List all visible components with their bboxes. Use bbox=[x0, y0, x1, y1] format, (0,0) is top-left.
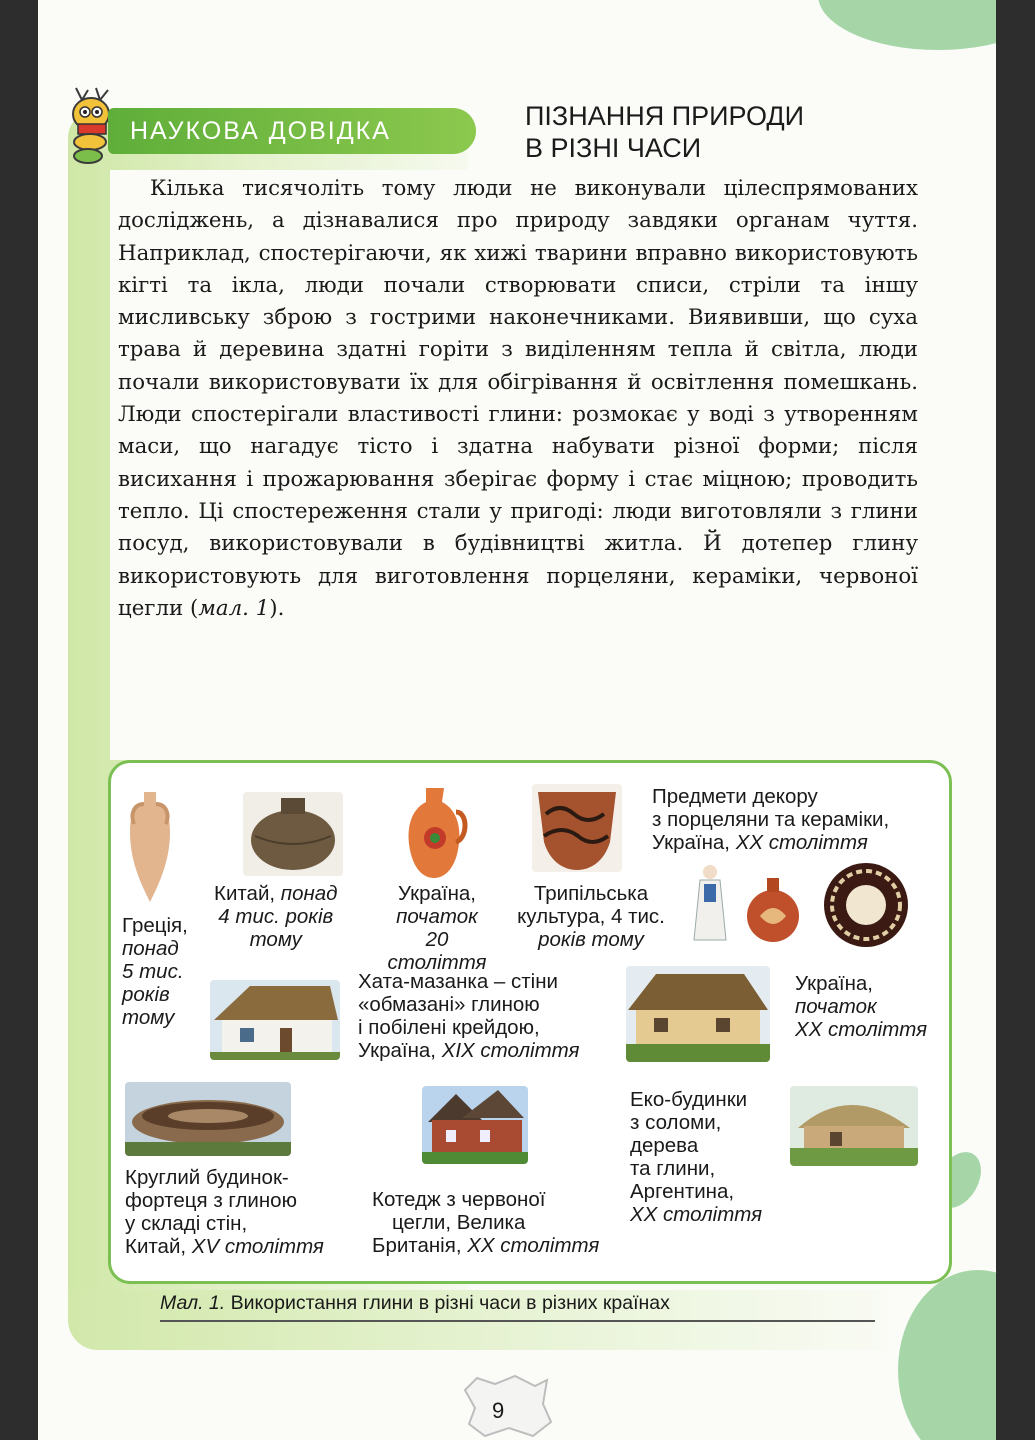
eco-line-3: дерева bbox=[630, 1134, 699, 1157]
label-greece bbox=[122, 914, 188, 1029]
topic-line-1: ПІЗНАННЯ ПРИРОДИ bbox=[525, 101, 805, 131]
ukraine-house-image bbox=[626, 966, 770, 1062]
eco-line-4: та глини, bbox=[630, 1157, 716, 1180]
tulou-line-2: фортеця з глиною bbox=[125, 1189, 297, 1212]
trypillia-line-3: років тому bbox=[538, 928, 644, 951]
hut-line-2: «обмазані» глиною bbox=[358, 993, 540, 1016]
paragraph-text: Кілька тисячоліть тому люди не виконували цілеспрямованих досліджень, а дізнавалися про природу завдяки органам чуття. Наприклад, спостерігаючи, як хижі тварини вправно використовують кігті та ікла, люди почали створювати списи, стріли та іншу мисливську зброю з гострими наконечниками. Виявивши, що суха трава й деревина здатні горіти з виділенням тепла й світла, люди почали використовувати їх для обігрівання й освітлення помешкань. Люди спостерігали властивості глини: розмокає у воді з утворенням маси, що нагадує тісто і здатна набувати різної форми; після висихання і прожарювання зберігає форму і стає міцною; проводить тепло. Ці спостереження стали у пригоді: люди виготовляли з глини посуд, використовували в будівництві житла. Й дотепер глину використовують для виготовлення порцеляни, кераміки, червоної цегли ( bbox=[118, 176, 918, 621]
hut-line-1: Хата-мазанка – стіни bbox=[358, 970, 558, 993]
greece-line-1: Греція, bbox=[122, 914, 188, 937]
label-decor bbox=[652, 785, 889, 854]
cottage-line-3a: Британія, bbox=[372, 1234, 468, 1257]
eco-house-image bbox=[790, 1086, 918, 1166]
tulou-image bbox=[125, 1082, 291, 1156]
topic-line-2: В РІЗНІ ЧАСИ bbox=[525, 133, 702, 163]
china-pot-line-3: тому bbox=[249, 928, 302, 951]
ukraine-house-line-1: Україна, bbox=[795, 972, 873, 995]
ukraine-jug-line-1: Україна, bbox=[398, 882, 476, 905]
tulou-line-1: Круглий будинок- bbox=[125, 1166, 289, 1189]
figure-caption bbox=[160, 1292, 670, 1315]
label-hut bbox=[358, 970, 579, 1062]
tulou-line-4b: XV століття bbox=[191, 1235, 324, 1258]
hut-line-4b: XIX століття bbox=[441, 1039, 580, 1062]
eco-line-2: з соломи, bbox=[630, 1111, 722, 1134]
ukraine-house-line-3: XX століття bbox=[795, 1018, 928, 1041]
trypillia-line-2: культура, 4 тис. bbox=[517, 905, 665, 928]
page-number-paper-icon bbox=[455, 1370, 555, 1440]
decor-line-3a: Україна, bbox=[652, 831, 736, 854]
cottage-line-3b: XX століття bbox=[467, 1234, 600, 1257]
section-topic bbox=[525, 100, 804, 164]
page-number: 9 bbox=[492, 1398, 505, 1423]
label-cottage bbox=[372, 1188, 599, 1257]
decor-line-3b: XX століття bbox=[735, 831, 868, 854]
paragraph-end: ). bbox=[269, 595, 285, 621]
greece-line-3: 5 тис. bbox=[122, 960, 184, 983]
china-pot-image bbox=[243, 792, 343, 876]
label-tulou bbox=[125, 1166, 324, 1258]
china-pot-line-1b: понад bbox=[280, 882, 338, 905]
ukraine-jug-line-3: 20 століття bbox=[387, 928, 487, 974]
decor-line-2: з порцеляни та кераміки, bbox=[652, 808, 890, 831]
label-ukraine-house bbox=[795, 972, 927, 1041]
decor-flask-image bbox=[740, 874, 806, 946]
science-note-badge bbox=[108, 108, 476, 154]
label-eco bbox=[630, 1088, 762, 1226]
greece-line-4: років bbox=[122, 983, 170, 1006]
caption-text: Використання глини в різні часи в різних країнах bbox=[225, 1292, 670, 1314]
hut-image bbox=[210, 980, 340, 1060]
caption-rule bbox=[160, 1320, 875, 1322]
hut-line-3: і побілені крейдою, bbox=[358, 1016, 540, 1039]
ukraine-house-line-2: початок bbox=[795, 995, 877, 1018]
hut-line-4a: Україна, bbox=[358, 1039, 442, 1062]
china-pot-line-2: 4 тис. років bbox=[218, 905, 334, 928]
tulou-line-3: у складі стін, bbox=[125, 1212, 248, 1235]
decor-blob-right bbox=[898, 1270, 996, 1440]
tulou-line-4a: Китай, bbox=[125, 1235, 192, 1258]
label-china-pot bbox=[214, 882, 338, 951]
caption-label: Мал. 1. bbox=[160, 1292, 226, 1314]
decor-line-1: Предмети декору bbox=[652, 785, 818, 808]
trypillia-pot-image bbox=[532, 784, 622, 872]
cottage-line-2: цегли, Велика bbox=[392, 1211, 526, 1234]
trypillia-line-1: Трипільська bbox=[533, 882, 649, 905]
decor-plate-image bbox=[820, 860, 912, 950]
eco-line-6: XX століття bbox=[630, 1203, 763, 1226]
amphora-image bbox=[120, 790, 180, 905]
cottage-image bbox=[422, 1086, 528, 1164]
decor-figurine-image bbox=[690, 862, 730, 948]
decor-blob-top bbox=[818, 0, 996, 50]
cottage-line-1: Котедж з червоної bbox=[372, 1188, 546, 1211]
eco-line-1: Еко-будинки bbox=[630, 1088, 748, 1111]
china-pot-line-1a: Китай, bbox=[214, 882, 281, 905]
greece-line-5: тому bbox=[122, 1006, 175, 1029]
greece-line-2: понад bbox=[122, 937, 179, 960]
figure-reference[interactable]: мал. 1 bbox=[198, 595, 270, 621]
label-trypillia bbox=[506, 882, 676, 951]
eco-line-5: Аргентина, bbox=[630, 1180, 735, 1203]
ukraine-jug-image bbox=[400, 784, 470, 880]
body-paragraph bbox=[118, 173, 918, 625]
label-ukraine-jug bbox=[376, 882, 498, 974]
badge-title: НАУКОВА ДОВІДКА bbox=[130, 116, 391, 145]
ukraine-jug-line-2: початок bbox=[396, 905, 478, 928]
